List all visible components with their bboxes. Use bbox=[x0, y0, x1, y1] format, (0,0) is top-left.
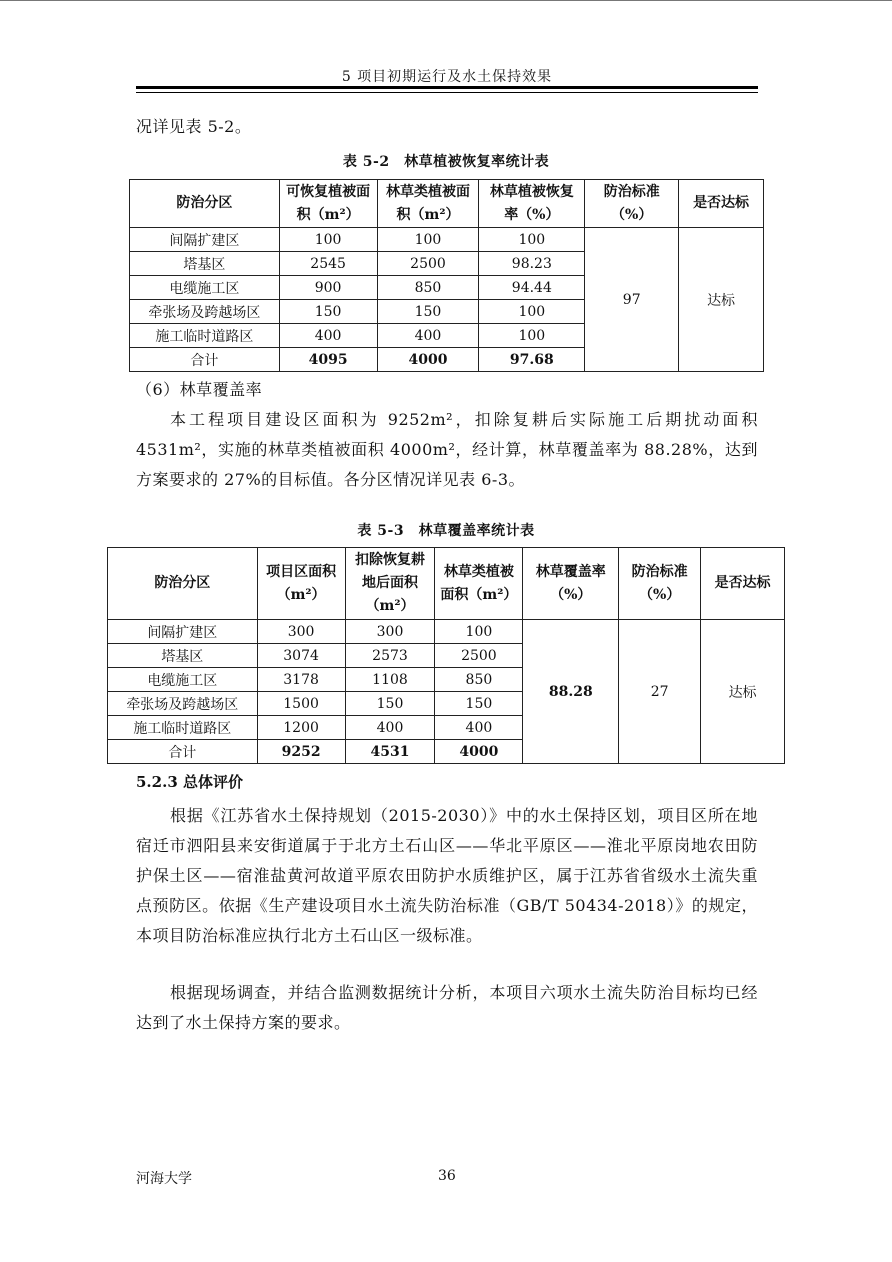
zone-cell: 间隔扩建区 bbox=[108, 620, 258, 644]
table1-header-cell: 林草类植被面积（m²） bbox=[377, 180, 479, 228]
value-cell: 3178 bbox=[257, 668, 345, 692]
zone-cell: 电缆施工区 bbox=[130, 276, 280, 300]
table2-header-cell: 林草类植被面积（m²） bbox=[435, 548, 523, 620]
value-cell: 1500 bbox=[257, 692, 345, 716]
total-value-cell: 4000 bbox=[377, 348, 479, 372]
value-cell: 94.44 bbox=[479, 276, 585, 300]
total-label-cell: 合计 bbox=[130, 348, 280, 372]
table2-caption: 表 5-3 林草覆盖率统计表 bbox=[357, 523, 535, 539]
standard-cell: 97 bbox=[585, 228, 679, 372]
section-523-paragraph-1: 根据《江苏省水土保持规划（2015-2030）》中的水土保持区划，项目区所在地宿迁市泗阳县来安街道属于于北方土石山区——华北平原区——淮北平原岗地农田防护保土区——宿淮盐黄河故道平原农田防护水质维护区，属于江苏省省级水土流失重点预防区。依据《生产建设项目水土流失防治标准（GB/T 50434-2018）》的规定，本项目防治标准应执行北方土石山区一级标准。 bbox=[136, 806, 758, 945]
table2-header-cell: 防治标准（%） bbox=[619, 548, 701, 620]
value-cell: 100 bbox=[479, 324, 585, 348]
zone-cell: 间隔扩建区 bbox=[130, 228, 280, 252]
total-value-cell: 9252 bbox=[257, 740, 345, 764]
zone-cell: 塔基区 bbox=[108, 644, 258, 668]
zone-cell: 塔基区 bbox=[130, 252, 280, 276]
table-row bbox=[108, 620, 785, 644]
table2-header-row bbox=[108, 548, 785, 620]
total-value-cell: 4000 bbox=[435, 740, 523, 764]
total-value-cell: 97.68 bbox=[479, 348, 585, 372]
header-rule-thin bbox=[136, 92, 758, 93]
section-523-title: 5.2.3 总体评价 bbox=[136, 773, 243, 791]
table2-header-cell: 是否达标 bbox=[701, 548, 785, 620]
table2-header-cell: 扣除恢复耕地后面积（m²） bbox=[345, 548, 435, 620]
value-cell: 100 bbox=[479, 228, 585, 252]
value-cell: 100 bbox=[279, 228, 377, 252]
section-523-paragraph-2: 根据现场调查，并结合监测数据统计分析，本项目六项水土流失防治目标均已经达到了水土保持方案的要求。 bbox=[136, 983, 758, 1032]
value-cell: 98.23 bbox=[479, 252, 585, 276]
zone-cell: 牵张场及跨越场区 bbox=[108, 692, 258, 716]
value-cell: 150 bbox=[279, 300, 377, 324]
value-cell: 400 bbox=[345, 716, 435, 740]
value-cell: 400 bbox=[279, 324, 377, 348]
table1-header-cell: 防治标准（%） bbox=[585, 180, 679, 228]
value-cell: 3074 bbox=[257, 644, 345, 668]
top-border bbox=[0, 0, 892, 1]
value-cell: 150 bbox=[435, 692, 523, 716]
value-cell: 150 bbox=[345, 692, 435, 716]
table2 bbox=[107, 547, 785, 764]
value-cell: 300 bbox=[257, 620, 345, 644]
total-value-cell: 4095 bbox=[279, 348, 377, 372]
zone-cell: 电缆施工区 bbox=[108, 668, 258, 692]
table2-header-cell: 防治分区 bbox=[108, 548, 258, 620]
total-value-cell: 4531 bbox=[345, 740, 435, 764]
value-cell: 900 bbox=[279, 276, 377, 300]
table1-caption: 表 5-2 林草植被恢复率统计表 bbox=[342, 154, 550, 170]
page-number: 36 bbox=[438, 1168, 456, 1184]
zone-cell: 施工临时道路区 bbox=[108, 716, 258, 740]
table2-header-cell: 林草覆盖率（%） bbox=[523, 548, 619, 620]
value-cell: 300 bbox=[345, 620, 435, 644]
table1-header-row bbox=[130, 180, 764, 228]
value-cell: 2545 bbox=[279, 252, 377, 276]
table1 bbox=[129, 179, 764, 372]
table-row bbox=[130, 228, 764, 252]
running-header: 5 项目初期运行及水土保持效果 bbox=[341, 69, 553, 85]
value-cell: 100 bbox=[479, 300, 585, 324]
value-cell: 400 bbox=[435, 716, 523, 740]
result-cell: 达标 bbox=[701, 620, 785, 764]
table1-header-cell: 是否达标 bbox=[679, 180, 764, 228]
result-cell: 达标 bbox=[679, 228, 764, 372]
intro-line: 况详见表 5-2。 bbox=[136, 117, 252, 136]
table2-header-cell: 项目区面积（m²） bbox=[257, 548, 345, 620]
value-cell: 400 bbox=[377, 324, 479, 348]
section6-title: （6）林草覆盖率 bbox=[136, 380, 263, 399]
table1-header-cell: 林草植被恢复率（%） bbox=[479, 180, 585, 228]
header-rule-thick bbox=[136, 86, 758, 89]
value-cell: 100 bbox=[377, 228, 479, 252]
value-cell: 1200 bbox=[257, 716, 345, 740]
value-cell: 150 bbox=[377, 300, 479, 324]
total-label-cell: 合计 bbox=[108, 740, 258, 764]
table1-header-cell: 防治分区 bbox=[130, 180, 280, 228]
section6-paragraph: 本工程项目建设区面积为 9252m²，扣除复耕后实际施工后期扰动面积 4531m²，实施的林草类植被面积 4000m²，经计算，林草覆盖率为 88.28%，达到方案要求的 27%的目标值。各分区情况详见表 6-3。 bbox=[136, 410, 758, 489]
standard-cell: 27 bbox=[619, 620, 701, 764]
value-cell: 2573 bbox=[345, 644, 435, 668]
coverage-cell: 88.28 bbox=[523, 620, 619, 764]
value-cell: 2500 bbox=[377, 252, 479, 276]
zone-cell: 牵张场及跨越场区 bbox=[130, 300, 280, 324]
value-cell: 100 bbox=[435, 620, 523, 644]
footer-institution: 河海大学 bbox=[136, 1171, 192, 1187]
value-cell: 1108 bbox=[345, 668, 435, 692]
zone-cell: 施工临时道路区 bbox=[130, 324, 280, 348]
value-cell: 850 bbox=[377, 276, 479, 300]
value-cell: 2500 bbox=[435, 644, 523, 668]
table1-header-cell: 可恢复植被面积（m²） bbox=[279, 180, 377, 228]
value-cell: 850 bbox=[435, 668, 523, 692]
